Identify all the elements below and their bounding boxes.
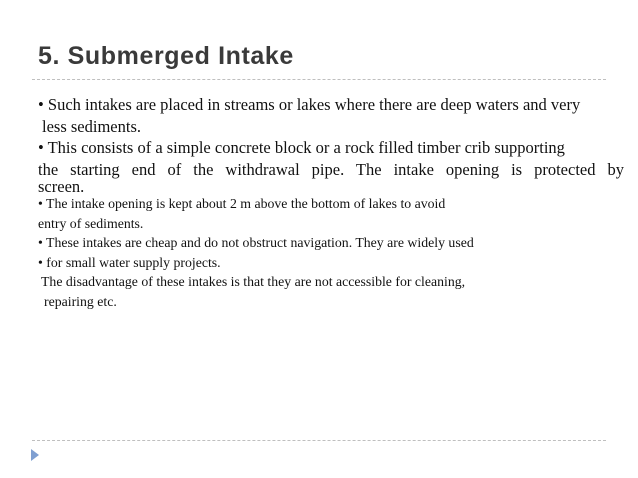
bullet-line: less sediments.: [42, 116, 141, 136]
bullet-line: screen.: [38, 177, 85, 196]
bullet-line: • for small water supply projects.: [38, 254, 221, 270]
bullet-line: • This consists of a simple concrete block or a rock filled timber crib supporting: [38, 138, 565, 157]
bullet-line: repairing etc.: [44, 293, 117, 309]
title-divider: [32, 79, 606, 80]
bullet-line: • These intakes are cheap and do not obstruct navigation. They are widely used: [38, 235, 474, 250]
bullet-line: the starting end of the withdrawal pipe. The intake opening is protected by: [38, 159, 624, 179]
bullet-line: • Such intakes are placed in streams or lakes where there are deep waters and very: [38, 95, 581, 114]
triangle-right-icon: [31, 449, 39, 461]
slide-title: 5. Submerged Intake: [38, 42, 294, 70]
slide-body: [38, 94, 624, 311]
bullet-line: • The intake opening is kept about 2 m above the bottom of lakes to avoid: [38, 196, 446, 211]
bullet-line: The disadvantage of these intakes is that they are not accessible for cleaning,: [41, 274, 466, 289]
bullet-line: entry of sediments.: [38, 215, 144, 231]
footer-divider: [32, 440, 606, 441]
